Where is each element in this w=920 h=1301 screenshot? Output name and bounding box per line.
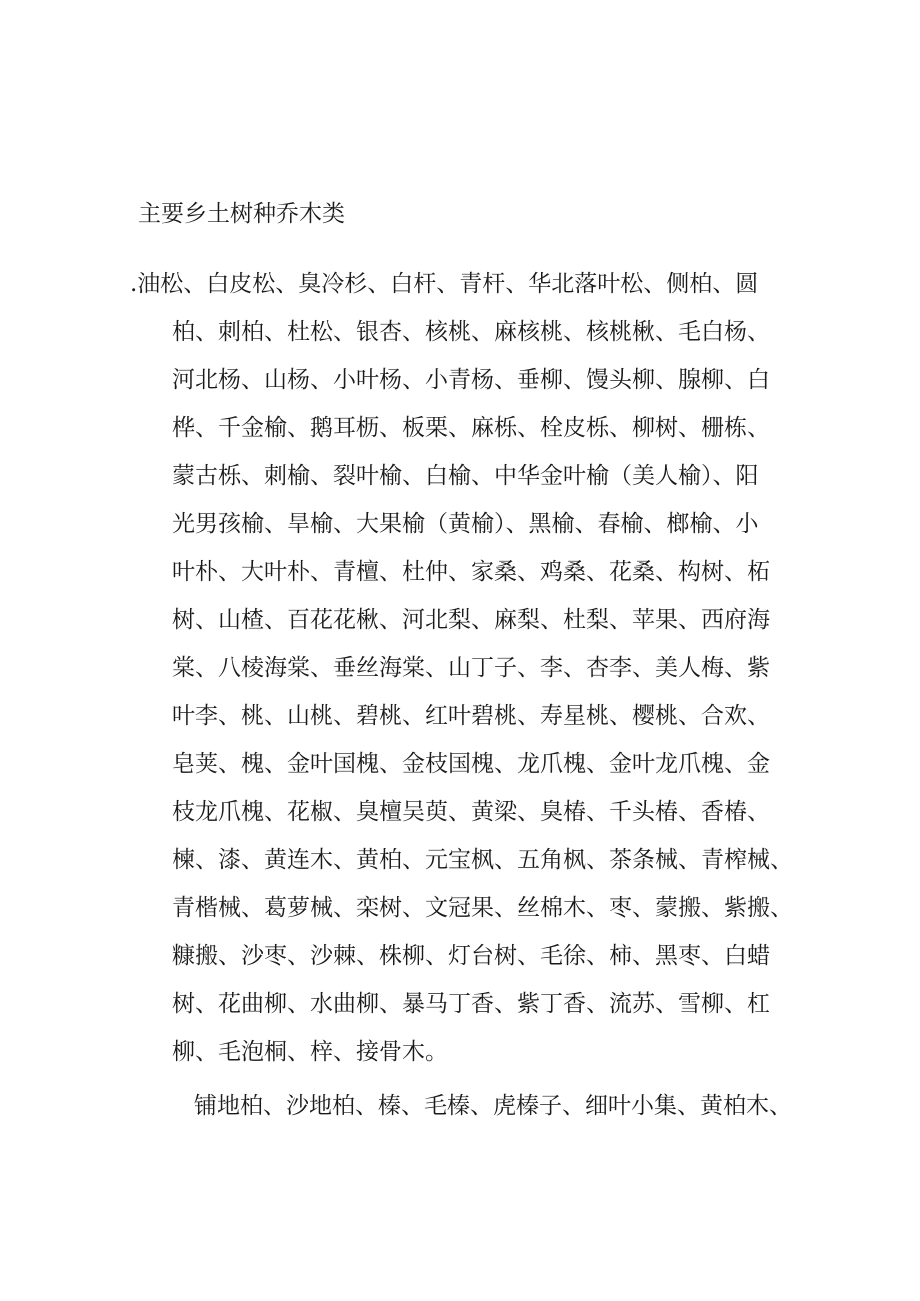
paragraph-line: 树、花曲柳、水曲柳、暴马丁香、紫丁香、流苏、雪柳、杠	[172, 991, 770, 1017]
section-heading: 主要乡土树种乔木类	[138, 201, 345, 227]
paragraph-line: 叶朴、大叶朴、青檀、杜仲、家桑、鸡桑、花桑、构树、柘	[172, 559, 770, 585]
paragraph-line: 青楷械、葛萝械、栾树、文冠果、丝棉木、枣、蒙搬、紫搬、	[172, 895, 793, 921]
paragraph-line: 枝龙爪槐、花椒、臭檀吴萸、黄梁、臭椿、千头椿、香椿、	[172, 799, 770, 825]
paragraph-line: 光男孩榆、旱榆、大果榆（黄榆）、黑榆、春榆、榔榆、小	[172, 511, 759, 537]
paragraph-line: 河北杨、山杨、小叶杨、小青杨、垂柳、馒头柳、腺柳、白	[172, 367, 770, 393]
paragraph-line: .油松、白皮松、臭冷杉、白杆、青杆、华北落叶松、侧柏、圆	[130, 271, 759, 297]
paragraph-line: 桦、千金榆、鹅耳枥、板栗、麻栎、栓皮栎、柳树、栅栋、	[172, 415, 770, 441]
paragraph-line: 柳、毛泡桐、梓、接骨木。	[172, 1039, 448, 1065]
paragraph-line: 叶李、桃、山桃、碧桃、红叶碧桃、寿星桃、樱桃、合欢、	[172, 703, 770, 729]
paragraph-line: 柏、刺柏、杜松、银杏、核桃、麻核桃、核桃楸、毛白杨、	[172, 319, 770, 345]
paragraph-line: 皂荚、槐、金叶国槐、金枝国槐、龙爪槐、金叶龙爪槐、金	[172, 751, 770, 777]
paragraph-line: 糠搬、沙枣、沙棘、株柳、灯台树、毛徐、柿、黑枣、白蜡	[172, 943, 770, 969]
paragraph-line: 树、山楂、百花花楸、河北梨、麻梨、杜梨、苹果、西府海	[172, 607, 770, 633]
paragraph-line: 棠、八棱海棠、垂丝海棠、山丁子、李、杏李、美人梅、紫	[172, 655, 770, 681]
paragraph-line-shrubs: 铺地柏、沙地柏、榛、毛榛、虎榛子、细叶小集、黄柏木、	[194, 1093, 792, 1119]
paragraph-line: 蒙古栎、刺榆、裂叶榆、白榆、中华金叶榆（美人榆）、阳	[172, 463, 759, 489]
paragraph-line: 楝、漆、黄连木、黄柏、元宝枫、五角枫、茶条械、青榨械、	[172, 847, 793, 873]
